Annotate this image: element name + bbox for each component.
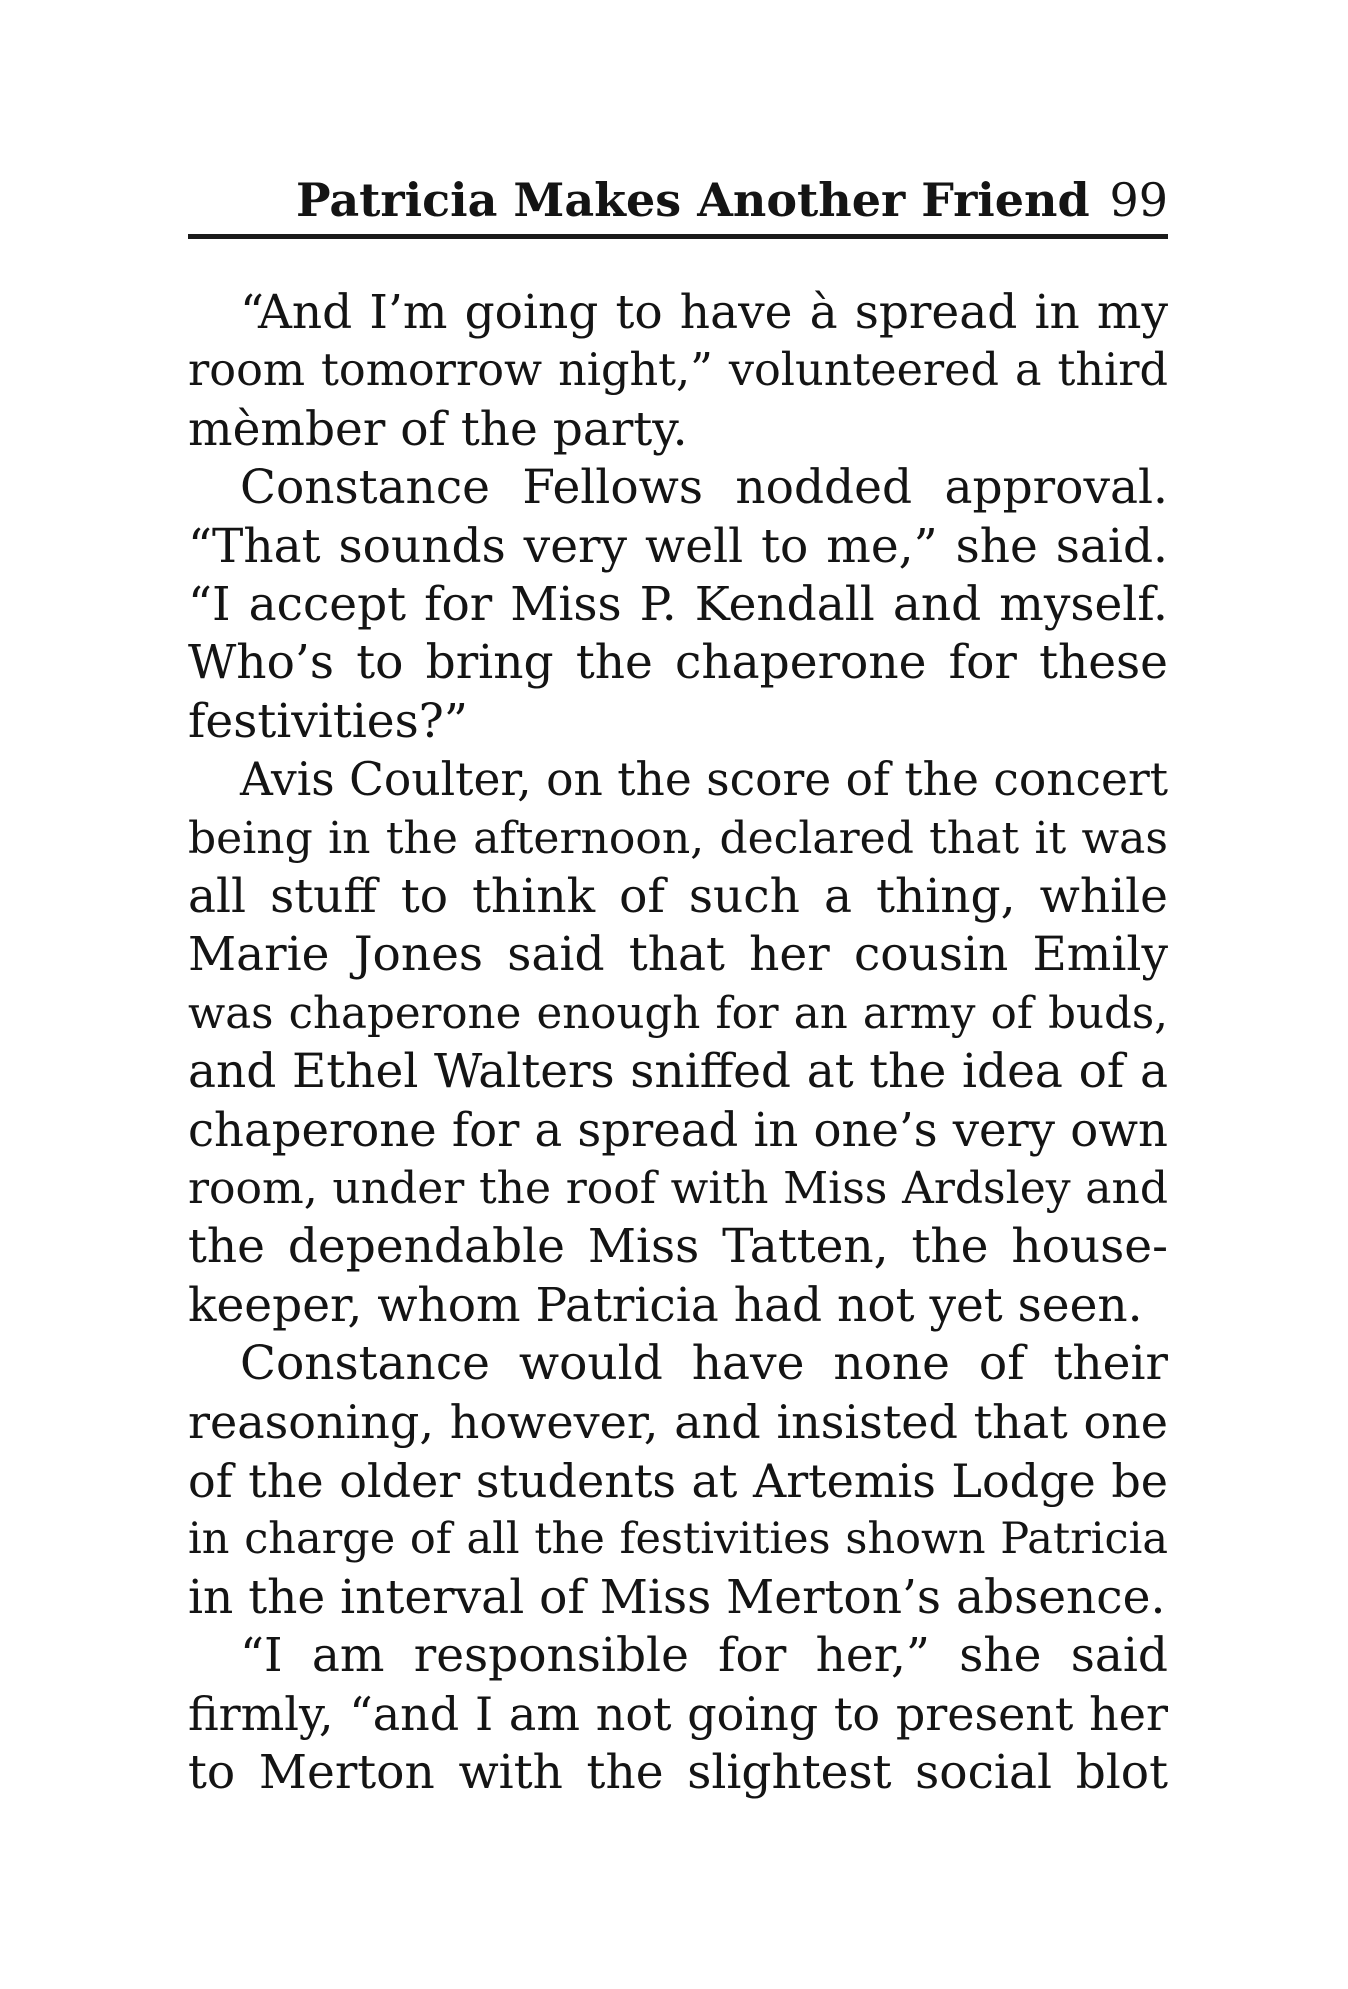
text-line: Avis Coulter, on the score of the concert: [240, 753, 1168, 807]
text-line: Constance Fellows nodded approval.: [240, 460, 1168, 516]
text-line: room, under the roof with Miss Ardsley and: [188, 1162, 1168, 1214]
header-rule: [188, 234, 1168, 239]
text-line: of the older students at Artemis Lodge be: [188, 1453, 1168, 1508]
running-head: [188, 170, 1168, 230]
text-line: firmly, “and I am not going to present her: [188, 1687, 1168, 1742]
text-line: mèmber of the party.: [188, 401, 688, 457]
chapter-title: Patricia Makes Another Friend: [296, 173, 1090, 227]
text-line: was chaperone enough for an army of buds,: [188, 988, 1168, 1039]
text-line: “I accept for Miss P. Kendall and myself.: [188, 576, 1168, 632]
text-line: Who’s to bring the chaperone for these: [188, 635, 1168, 691]
text-line: and Ethel Walters sniffed at the idea of a: [188, 1044, 1168, 1100]
text-line: room tomorrow night,” volunteered a third: [188, 345, 1168, 397]
text-line: reasoning, however, and insisted that one: [188, 1395, 1168, 1450]
text-line: being in the afternoon, declared that it was: [188, 812, 1168, 864]
text-line: to Merton with the slightest social blot: [188, 1744, 1168, 1800]
body-text: [188, 284, 1168, 1802]
text-line: in charge of all the festivities shown Patricia: [188, 1514, 1168, 1565]
text-line: Marie Jones said that her cousin Emily: [188, 927, 1168, 983]
page-number: 99: [1109, 173, 1168, 227]
text-line: the dependable Miss Tatten, the house-: [188, 1219, 1168, 1275]
text-line: festivities?”: [188, 693, 468, 749]
text-line: all stuff to think of such a thing, while: [188, 868, 1168, 924]
text-line: “And I’m going to have à spread in my: [240, 285, 1168, 340]
text-line: “That sounds very well to me,” she said.: [188, 518, 1168, 574]
text-line: keeper, whom Patricia had not yet seen.: [188, 1277, 1143, 1333]
text-line: chaperone for a spread in one’s very own: [188, 1103, 1168, 1158]
text-line: Constance would have none of their: [240, 1336, 1168, 1392]
text-line: in the interval of Miss Merton’s absence.: [188, 1569, 1166, 1625]
text-line: “I am responsible for her,” she said: [240, 1627, 1168, 1683]
